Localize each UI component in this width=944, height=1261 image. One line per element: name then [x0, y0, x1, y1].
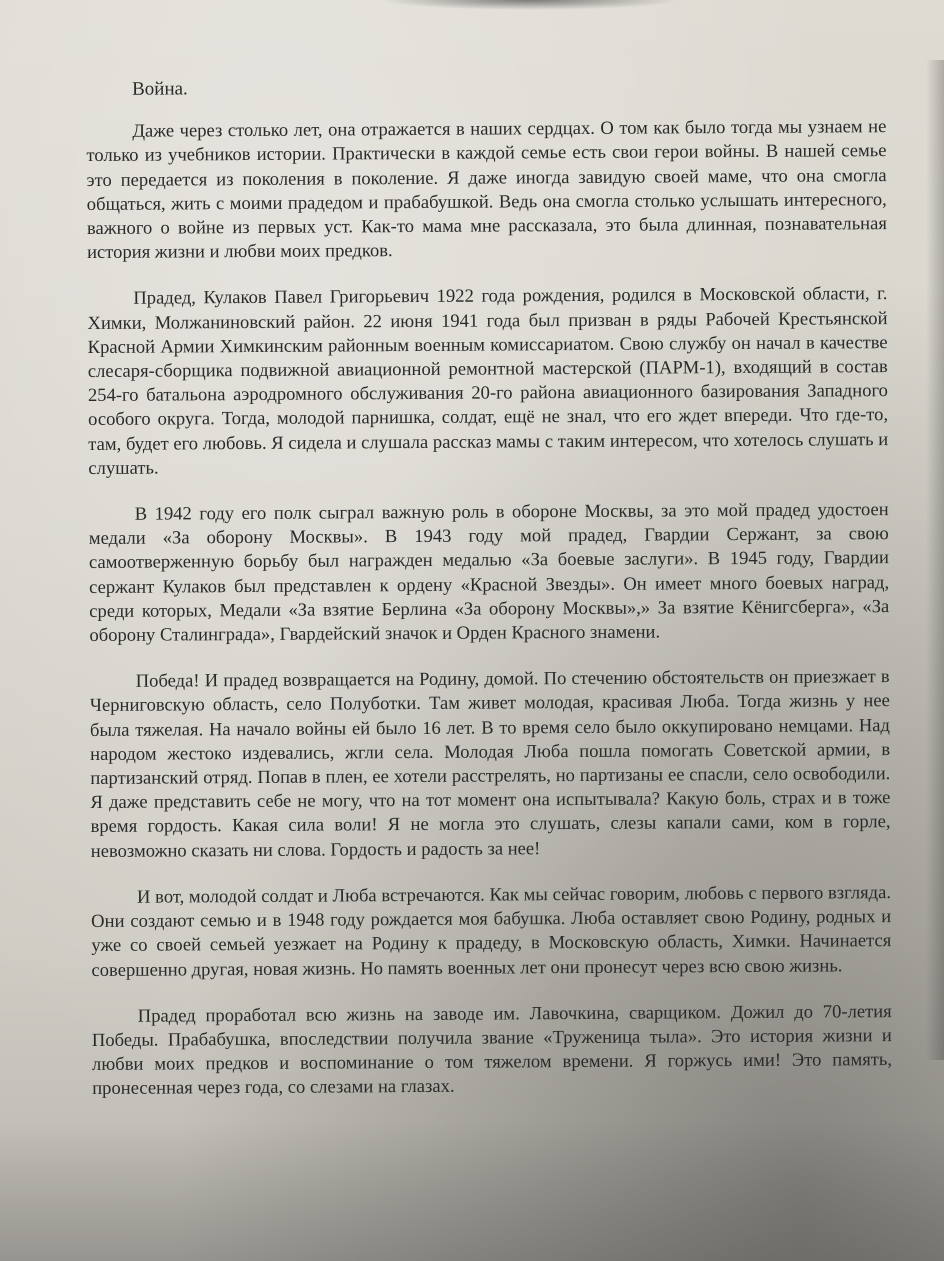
- bottom-fold-shadow: [0, 1121, 944, 1261]
- document-title: Война.: [132, 78, 188, 100]
- paragraph-meeting: И вот, молодой солдат и Люба встречаются. Как мы сейчас говорим, любовь с первого взгляда. Они создают семью и в 1948 году рождается моя бабушка. Люба оставляет свою Родину, родных и уже со своей семьей уезжает на Родину к прадеду, в Московскую область, Химки. Начинается совершенно другая, новая жизнь. Но память военных лет они пронесут через всю свою жизнь.: [91, 881, 892, 981]
- paragraph-great-grandfather: Прадед, Кулаков Павел Григорьевич 1922 года рождения, родился в Московской области, г. Химки, Молжаниновский район. 22 июня 1941 года был призван в ряды Рабочей Крестьянской Красной Армии Химкинским районным военным комиссариатом. Свою службу он начал в качестве слесаря-сборщика подвижной авиационной ремонтной мастерской (ПАРМ-1), входящий в состав 254-го батальона аэродромного обслуживания 20-го района авиационного базирования Западного особого округа. Тогда, молодой парнишка, солдат, ещё не знал, что его ждет впереди. Что где-то, там, будет его любовь. Я сидела и слушала рассказ мамы с таким интересом, что хотелось слушать и слушать.: [87, 283, 889, 479]
- top-shadow: [380, 0, 680, 10]
- paragraph-victory: Победа! И прадед возвращается на Родину, домой. По стечению обстоятельств он приезжает в Черниговскую область, село Полуботки. Там живет молодая, красивая Люба. Тогда жизнь у нее была тяжелая. На начало войны ей было 16 лет. В то время село было оккупировано немцами. Над народом жестоко издевались, жгли села. Молодая Люба пошла помогать Советской армии, в партизанский отряд. Попав в плен, ее хотели расстрелять, но партизаны ее спасли, село освободили. Я даже представить себе не могу, что на тот момент она испытывала? Какую боль, страх и в тоже время гордость. Какая сила воли! Я не могла это слушать, слезы капали сами, ком в горле, невозможно сказать ни слова. Гордость и радость за нее!: [89, 666, 891, 862]
- paragraph-conclusion: Прадед проработал всю жизнь на заводе им. Лавочкина, сварщиком. Дожил до 70-летия Победы. Прабабушка, впоследствии получила звание «Труженица тыла». Это история жизни и любви моих предков и воспоминание о том тяжелом времени. Я горжусь ими! Это память, пронесенная через года, со слезами на глазах.: [91, 1000, 893, 1100]
- right-edge-shadow: [926, 60, 944, 1060]
- document-body: [86, 73, 892, 1101]
- paragraph-intro: Даже через столько лет, она отражается в наших сердцах. О том как было тогда мы узнаем не только из учебников истории. Практически в каждой семье есть свои герои войны. В нашей семье это передается из поколения в поколение. Я даже иногда завидую своей маме, что она смогла общаться, жить с моими прадедом и прабабушкой. Ведь она смогла столько услышать интересного, важного о войне из первых уст. Как-то мама мне рассказала, это была длинная, познавательная история жизни и любви моих предков.: [86, 116, 887, 264]
- paragraph-awards: В 1942 году его полк сыграл важную роль в обороне Москвы, за это мой прадед удостоен медали «За оборону Москвы». В 1943 году мой прадед, Гвардии Сержант, за свою самоотверженную борьбу был награжден медалью «За боевые заслуги». В 1945 году, Гвардии сержант Кулаков был представлен к ордену «Красной Звезды». Он имеет много боевых наград, среди которых, Медали «За взятие Берлина «За оборону Москвы»,» За взятие Кёнигсберга», «За оборону Сталинграда», Гвардейский значок и Орден Красного знамени.: [88, 499, 890, 647]
